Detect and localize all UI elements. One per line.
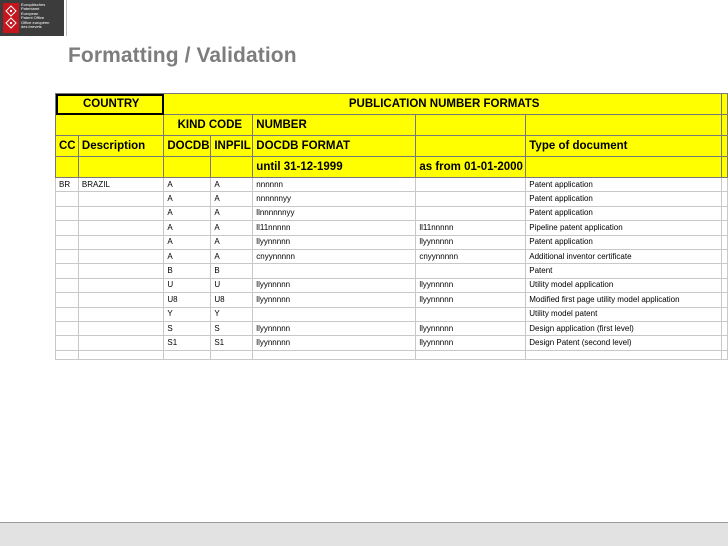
inpfil-cell[interactable]: U: [211, 278, 253, 292]
empty-cell[interactable]: [722, 221, 728, 235]
cc-cell[interactable]: [56, 336, 79, 350]
docdb-cell[interactable]: U: [164, 278, 211, 292]
until-format-cell[interactable]: [253, 264, 416, 278]
slide-title: Formatting / Validation: [68, 44, 297, 67]
empty-cell[interactable]: [722, 115, 728, 136]
empty-cell[interactable]: [722, 321, 728, 335]
from-format-cell[interactable]: llyynnnnn: [416, 321, 526, 335]
empty-cell[interactable]: [526, 157, 722, 178]
description-cell[interactable]: [78, 336, 163, 350]
until-format-cell[interactable]: llyynnnnn: [253, 235, 416, 249]
docdb-cell[interactable]: A: [164, 249, 211, 263]
from-format-cell[interactable]: [416, 264, 526, 278]
type-of-document-header-cell[interactable]: Type of document: [526, 136, 722, 157]
empty-cell[interactable]: [164, 350, 211, 359]
docdb-cell[interactable]: A: [164, 221, 211, 235]
logo-text: [21, 3, 49, 29]
country-header-cell[interactable]: COUNTRY: [56, 94, 164, 115]
top-divider: [66, 0, 67, 36]
inpfil-cell[interactable]: A: [211, 235, 253, 249]
type-cell[interactable]: Utility model patent: [526, 307, 722, 321]
cc-cell[interactable]: [56, 235, 79, 249]
from-format-cell[interactable]: [416, 307, 526, 321]
docdb-cell[interactable]: A: [164, 192, 211, 206]
logo-line: European: [21, 10, 39, 16]
epo-logo-mark-icon: [3, 3, 19, 33]
empty-cell[interactable]: [211, 157, 253, 178]
until-format-cell[interactable]: llnnnnnnyy: [253, 206, 416, 220]
type-cell[interactable]: Additional inventor certificate: [526, 249, 722, 263]
type-cell[interactable]: Pipeline patent application: [526, 221, 722, 235]
table-row: [56, 336, 728, 350]
empty-cell[interactable]: [722, 178, 728, 192]
type-cell[interactable]: Patent: [526, 264, 722, 278]
empty-cell[interactable]: [56, 350, 79, 359]
data-rows: [56, 178, 728, 351]
cc-cell[interactable]: [56, 264, 79, 278]
empty-cell[interactable]: [722, 192, 728, 206]
empty-cell[interactable]: [211, 350, 253, 359]
until-format-cell[interactable]: nnnnnn: [253, 178, 416, 192]
from-format-cell[interactable]: ll11nnnnn: [416, 221, 526, 235]
empty-cell[interactable]: [56, 157, 79, 178]
type-cell[interactable]: Utility model application: [526, 278, 722, 292]
inpfil-cell[interactable]: A: [211, 249, 253, 263]
description-cell[interactable]: [78, 307, 163, 321]
from-format-cell[interactable]: llyynnnnn: [416, 336, 526, 350]
from-format-cell[interactable]: llyynnnnn: [416, 235, 526, 249]
inpfil-cell[interactable]: B: [211, 264, 253, 278]
empty-cell[interactable]: [164, 157, 211, 178]
empty-cell[interactable]: [722, 157, 728, 178]
from-format-cell[interactable]: [416, 192, 526, 206]
inpfil-cell[interactable]: A: [211, 206, 253, 220]
spreadsheet-table: [55, 93, 728, 360]
from-format-cell[interactable]: cnyynnnnn: [416, 249, 526, 263]
empty-cell[interactable]: [722, 94, 728, 115]
type-cell[interactable]: Patent application: [526, 235, 722, 249]
from-date-header-cell[interactable]: as from 01-01-2000: [416, 157, 526, 178]
type-cell[interactable]: Patent application: [526, 178, 722, 192]
description-cell[interactable]: BRAZIL: [78, 178, 163, 192]
until-format-cell[interactable]: cnyynnnnn: [253, 249, 416, 263]
empty-cell[interactable]: [78, 350, 163, 359]
type-cell[interactable]: Design application (first level): [526, 321, 722, 335]
type-cell[interactable]: Patent application: [526, 192, 722, 206]
description-cell[interactable]: [78, 249, 163, 263]
docdb-format-header-cell[interactable]: DOCDB FORMAT: [253, 136, 416, 157]
cc-cell[interactable]: [56, 249, 79, 263]
inpfil-cell[interactable]: S1: [211, 336, 253, 350]
empty-cell[interactable]: [722, 249, 728, 263]
until-format-cell[interactable]: llyynnnnn: [253, 293, 416, 307]
logo-line: Patentamt: [21, 6, 40, 12]
description-cell[interactable]: [78, 278, 163, 292]
type-cell[interactable]: Patent application: [526, 206, 722, 220]
docdb-cell[interactable]: Y: [164, 307, 211, 321]
logo-line: Office européen: [21, 19, 50, 25]
empty-cell[interactable]: [56, 115, 164, 136]
description-cell[interactable]: [78, 192, 163, 206]
until-format-cell[interactable]: nnnnnnyy: [253, 192, 416, 206]
from-format-cell[interactable]: llyynnnnn: [416, 293, 526, 307]
table-row: [56, 249, 728, 263]
cc-cell[interactable]: [56, 278, 79, 292]
logo-line: Europäisches: [21, 2, 46, 7]
description-cell[interactable]: [78, 235, 163, 249]
empty-cell[interactable]: [722, 293, 728, 307]
table-row: [56, 307, 728, 321]
empty-cell[interactable]: [722, 350, 728, 359]
docdb-cell[interactable]: B: [164, 264, 211, 278]
description-cell[interactable]: [78, 264, 163, 278]
footer-bar: [0, 523, 728, 546]
table-row: [56, 192, 728, 206]
empty-cell[interactable]: [416, 350, 526, 359]
epo-logo: [0, 0, 64, 36]
table-row: [56, 221, 728, 235]
table-row: [56, 206, 728, 220]
until-format-cell[interactable]: ll11nnnnn: [253, 221, 416, 235]
cc-cell[interactable]: [56, 293, 79, 307]
empty-cell[interactable]: [78, 157, 163, 178]
inpfil-cell[interactable]: Y: [211, 307, 253, 321]
header-row-3: [56, 136, 728, 157]
inpfil-cell[interactable]: S: [211, 321, 253, 335]
until-format-cell[interactable]: llyynnnnn: [253, 336, 416, 350]
cc-cell[interactable]: [56, 206, 79, 220]
description-header-cell[interactable]: Description: [78, 136, 163, 157]
empty-cell[interactable]: [416, 136, 526, 157]
table-row: [56, 293, 728, 307]
blank-row: [56, 350, 728, 359]
empty-cell[interactable]: [526, 115, 722, 136]
until-format-cell[interactable]: llyynnnnn: [253, 321, 416, 335]
table-row: [56, 321, 728, 335]
description-cell[interactable]: [78, 221, 163, 235]
docdb-cell[interactable]: S1: [164, 336, 211, 350]
description-cell[interactable]: [78, 321, 163, 335]
table-row: [56, 264, 728, 278]
cc-cell[interactable]: [56, 192, 79, 206]
until-format-cell[interactable]: [253, 307, 416, 321]
empty-cell[interactable]: [722, 307, 728, 321]
table-row: [56, 235, 728, 249]
from-format-cell[interactable]: [416, 178, 526, 192]
kind-code-header-cell[interactable]: KIND CODE: [164, 115, 253, 136]
empty-cell[interactable]: [722, 264, 728, 278]
type-cell[interactable]: Design Patent (second level): [526, 336, 722, 350]
docdb-header-cell[interactable]: DOCDB: [164, 136, 211, 157]
docdb-cell[interactable]: A: [164, 235, 211, 249]
logo-line: des brevets: [21, 24, 42, 30]
publication-formats-header-cell[interactable]: PUBLICATION NUMBER FORMATS: [164, 94, 722, 115]
docdb-cell[interactable]: S: [164, 321, 211, 335]
cc-cell[interactable]: BR: [56, 178, 79, 192]
table-row: [56, 178, 728, 192]
inpfil-cell[interactable]: A: [211, 221, 253, 235]
logo-line: Patent Office: [21, 15, 45, 21]
cc-header-cell[interactable]: CC: [56, 136, 79, 157]
description-cell[interactable]: [78, 206, 163, 220]
empty-cell[interactable]: [526, 350, 722, 359]
header-row-2: [56, 115, 728, 136]
inpfil-cell[interactable]: U8: [211, 293, 253, 307]
empty-cell[interactable]: [722, 206, 728, 220]
until-format-cell[interactable]: llyynnnnn: [253, 278, 416, 292]
cc-cell[interactable]: [56, 221, 79, 235]
empty-cell[interactable]: [416, 115, 526, 136]
empty-cell[interactable]: [722, 278, 728, 292]
inpfil-header-cell[interactable]: INPFIL: [211, 136, 253, 157]
empty-cell[interactable]: [722, 136, 728, 157]
empty-cell[interactable]: [722, 235, 728, 249]
number-header-cell[interactable]: NUMBER: [253, 115, 416, 136]
header-row-4: [56, 157, 728, 178]
inpfil-cell[interactable]: A: [211, 192, 253, 206]
from-format-cell[interactable]: llyynnnnn: [416, 278, 526, 292]
from-format-cell[interactable]: [416, 206, 526, 220]
docdb-cell[interactable]: A: [164, 178, 211, 192]
cc-cell[interactable]: [56, 307, 79, 321]
table-row: [56, 278, 728, 292]
docdb-cell[interactable]: A: [164, 206, 211, 220]
description-cell[interactable]: [78, 293, 163, 307]
docdb-cell[interactable]: U8: [164, 293, 211, 307]
until-date-header-cell[interactable]: until 31-12-1999: [253, 157, 416, 178]
empty-cell[interactable]: [253, 350, 416, 359]
empty-cell[interactable]: [722, 336, 728, 350]
cc-cell[interactable]: [56, 321, 79, 335]
header-row-1: [56, 94, 728, 115]
type-cell[interactable]: Modified first page utility model application: [526, 293, 722, 307]
inpfil-cell[interactable]: A: [211, 178, 253, 192]
